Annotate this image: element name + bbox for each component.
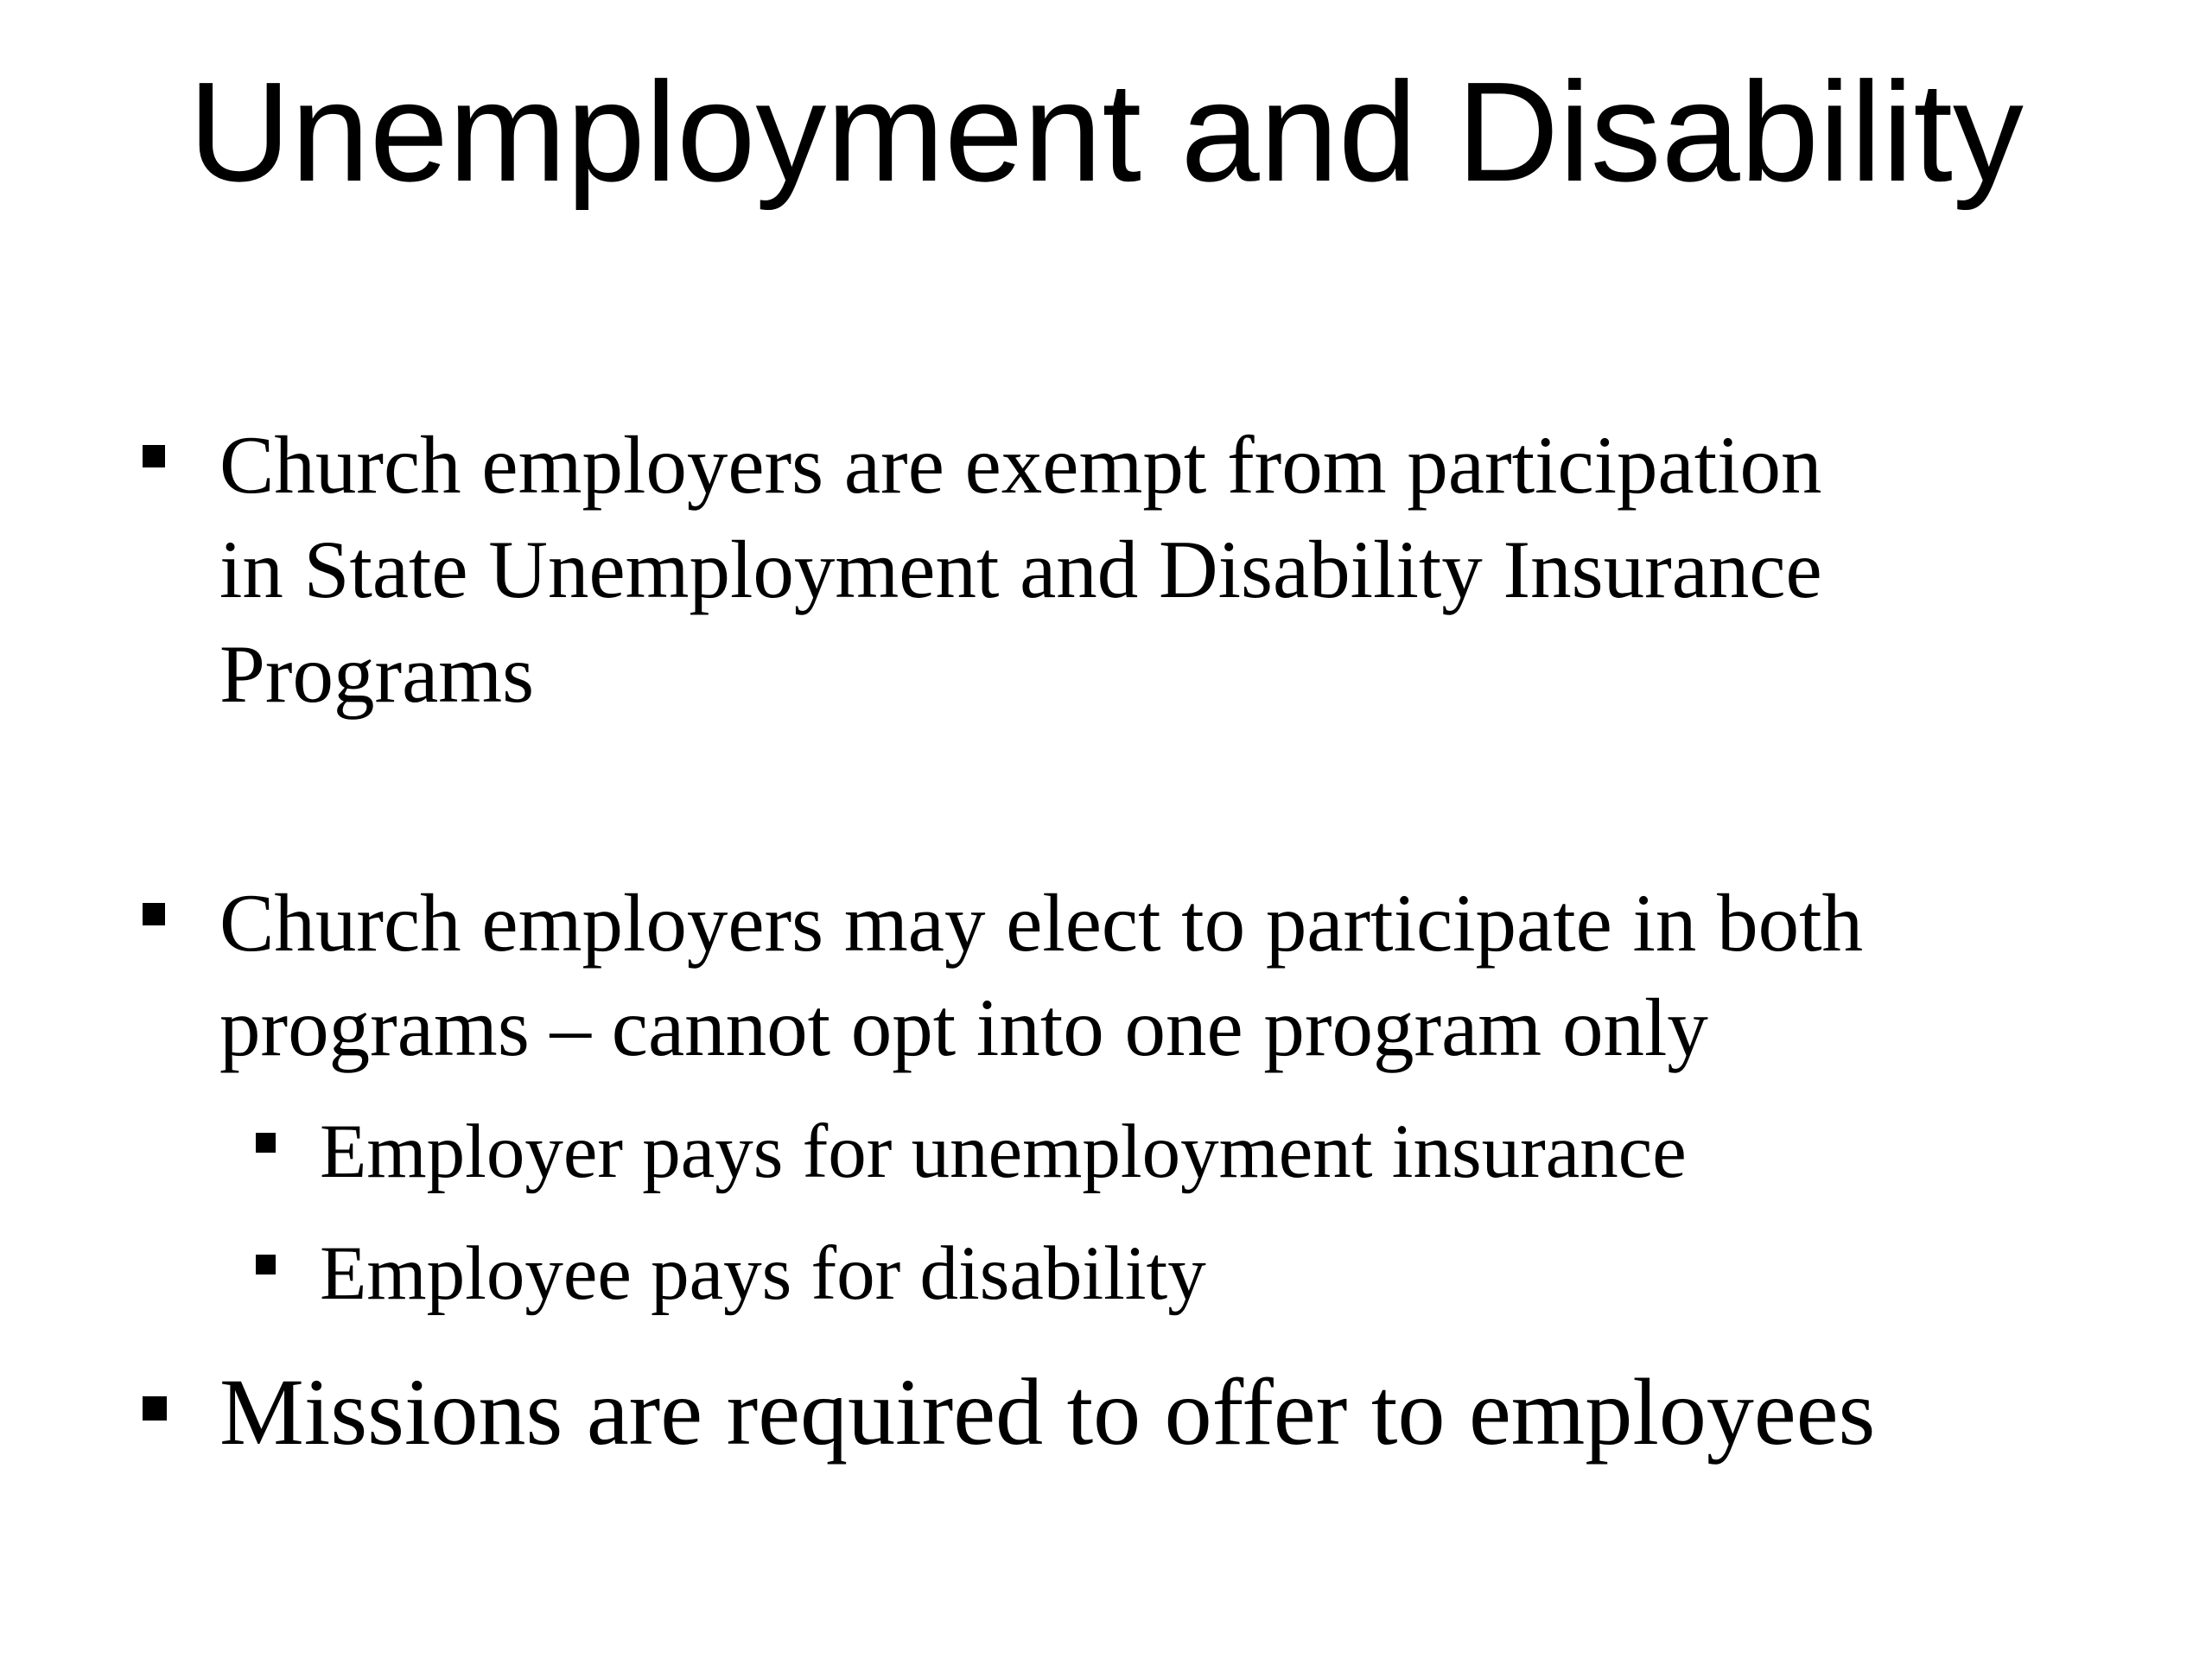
sub-bullet-text: Employer pays for unemployment insurance [320, 1109, 1687, 1194]
sub-bullet-text: Employee pays for disability [320, 1231, 1206, 1316]
bullet-line: Programs [219, 628, 535, 720]
square-bullet-icon [143, 445, 165, 467]
bullet-line: Missions are required to offer to employees [219, 1359, 1876, 1465]
square-bullet-icon [256, 1255, 276, 1274]
bullet-text [219, 413, 1822, 727]
bullet-line: programs – cannot opt into one program only [219, 982, 1708, 1073]
square-bullet-icon [143, 903, 165, 925]
bullet-text [219, 871, 1863, 1080]
square-bullet-icon [143, 1396, 167, 1421]
slide-title: Unemployment and Disability [188, 53, 2024, 211]
bullet-line: Church employers may elect to participate in both [219, 877, 1864, 969]
bullet-line: Church employers are exempt from participation [219, 419, 1822, 511]
square-bullet-icon [256, 1133, 276, 1153]
bullet-text [219, 1355, 1875, 1469]
bullet-line: in State Unemployment and Disability Insurance [219, 524, 1822, 615]
